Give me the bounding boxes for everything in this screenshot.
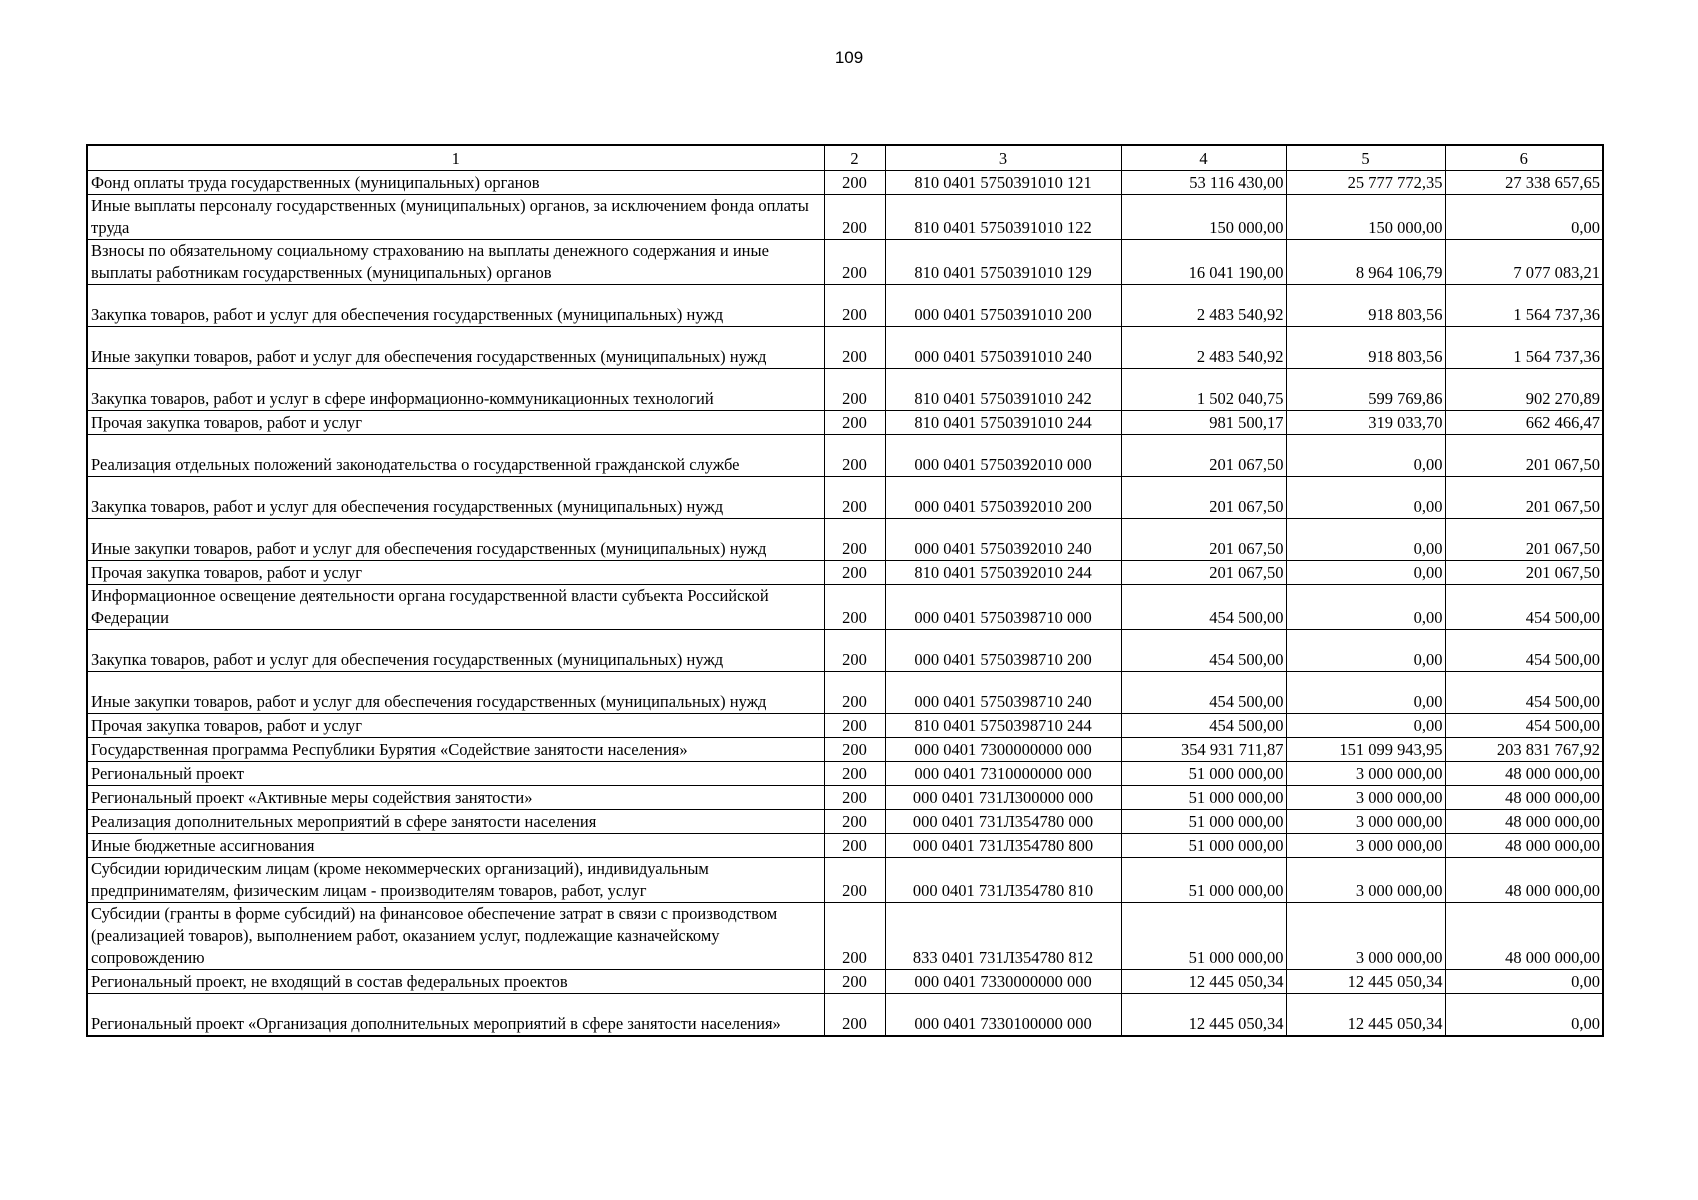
table-row — [87, 970, 1603, 994]
row-name-cell: Государственная программа Республики Бурятия «Содействие занятости населения» — [87, 738, 824, 762]
row-line-code-cell: 200 — [824, 810, 885, 834]
row-value-col4-cell: 2 483 540,92 — [1121, 285, 1286, 327]
row-line-code-cell: 200 — [824, 519, 885, 561]
table-row — [87, 285, 1603, 327]
row-name-cell: Закупка товаров, работ и услуг для обеспечения государственных (муниципальных) нужд — [87, 285, 824, 327]
table-header-row — [87, 145, 1603, 171]
row-value-col4-cell: 201 067,50 — [1121, 435, 1286, 477]
row-name-cell: Региональный проект, не входящий в состав федеральных проектов — [87, 970, 824, 994]
row-value-col4-cell: 53 116 430,00 — [1121, 171, 1286, 195]
row-value-col5-cell: 3 000 000,00 — [1286, 903, 1445, 970]
row-budget-code-cell: 000 0401 5750392010 000 — [885, 435, 1121, 477]
row-name-cell: Прочая закупка товаров, работ и услуг — [87, 561, 824, 585]
row-value-col6-cell: 454 500,00 — [1445, 585, 1603, 630]
row-value-col4-cell: 354 931 711,87 — [1121, 738, 1286, 762]
row-value-col6-cell: 454 500,00 — [1445, 714, 1603, 738]
row-value-col6-cell: 203 831 767,92 — [1445, 738, 1603, 762]
row-name-cell: Субсидии (гранты в форме субсидий) на финансовое обеспечение затрат в связи с производством (реализацией товаров), выполнением работ, оказанием услуг, подлежащие казначейскому сопровождению — [87, 903, 824, 970]
row-value-col5-cell: 151 099 943,95 — [1286, 738, 1445, 762]
row-value-col5-cell: 0,00 — [1286, 585, 1445, 630]
row-value-col4-cell: 201 067,50 — [1121, 561, 1286, 585]
row-line-code-cell: 200 — [824, 672, 885, 714]
row-name-cell: Иные закупки товаров, работ и услуг для обеспечения государственных (муниципальных) нужд — [87, 327, 824, 369]
row-name-cell: Фонд оплаты труда государственных (муниципальных) органов — [87, 171, 824, 195]
row-value-col5-cell: 3 000 000,00 — [1286, 810, 1445, 834]
row-name-cell: Региональный проект «Организация дополнительных мероприятий в сфере занятости населения» — [87, 994, 824, 1036]
row-value-col4-cell: 454 500,00 — [1121, 585, 1286, 630]
row-value-col6-cell: 7 077 083,21 — [1445, 240, 1603, 285]
row-value-col6-cell: 0,00 — [1445, 970, 1603, 994]
row-value-col4-cell: 1 502 040,75 — [1121, 369, 1286, 411]
row-name-cell: Региональный проект «Активные меры содействия занятости» — [87, 786, 824, 810]
row-value-col4-cell: 12 445 050,34 — [1121, 970, 1286, 994]
row-line-code-cell: 200 — [824, 834, 885, 858]
row-value-col6-cell: 201 067,50 — [1445, 519, 1603, 561]
row-value-col4-cell: 16 041 190,00 — [1121, 240, 1286, 285]
table-row — [87, 171, 1603, 195]
row-line-code-cell: 200 — [824, 240, 885, 285]
column-header-6: 6 — [1445, 145, 1603, 171]
row-value-col6-cell: 0,00 — [1445, 994, 1603, 1036]
row-name-cell: Информационное освещение деятельности органа государственной власти субъекта Российской Федерации — [87, 585, 824, 630]
row-name-cell: Иные закупки товаров, работ и услуг для обеспечения государственных (муниципальных) нужд — [87, 519, 824, 561]
row-value-col4-cell: 201 067,50 — [1121, 519, 1286, 561]
row-value-col6-cell: 1 564 737,36 — [1445, 285, 1603, 327]
row-value-col6-cell: 48 000 000,00 — [1445, 786, 1603, 810]
table-row — [87, 585, 1603, 630]
row-value-col4-cell: 454 500,00 — [1121, 672, 1286, 714]
row-line-code-cell: 200 — [824, 903, 885, 970]
table-row — [87, 714, 1603, 738]
row-budget-code-cell: 000 0401 5750398710 200 — [885, 630, 1121, 672]
column-header-3: 3 — [885, 145, 1121, 171]
row-budget-code-cell: 810 0401 5750391010 122 — [885, 195, 1121, 240]
row-budget-code-cell: 810 0401 5750391010 121 — [885, 171, 1121, 195]
row-line-code-cell: 200 — [824, 585, 885, 630]
row-value-col6-cell: 201 067,50 — [1445, 435, 1603, 477]
row-value-col6-cell: 1 564 737,36 — [1445, 327, 1603, 369]
row-line-code-cell: 200 — [824, 714, 885, 738]
budget-table — [86, 144, 1604, 1037]
row-budget-code-cell: 000 0401 5750392010 200 — [885, 477, 1121, 519]
table-body — [87, 171, 1603, 1036]
column-header-5: 5 — [1286, 145, 1445, 171]
row-budget-code-cell: 000 0401 5750398710 240 — [885, 672, 1121, 714]
table-row — [87, 519, 1603, 561]
row-value-col4-cell: 454 500,00 — [1121, 714, 1286, 738]
row-budget-code-cell: 833 0401 731Л354780 812 — [885, 903, 1121, 970]
row-value-col5-cell: 12 445 050,34 — [1286, 994, 1445, 1036]
row-value-col5-cell: 918 803,56 — [1286, 327, 1445, 369]
row-value-col6-cell: 48 000 000,00 — [1445, 834, 1603, 858]
row-name-cell: Реализация дополнительных мероприятий в сфере занятости населения — [87, 810, 824, 834]
row-value-col5-cell: 3 000 000,00 — [1286, 834, 1445, 858]
page-number: 109 — [834, 48, 864, 67]
column-header-4: 4 — [1121, 145, 1286, 171]
row-value-col5-cell: 0,00 — [1286, 561, 1445, 585]
table-row — [87, 994, 1603, 1036]
table-row — [87, 327, 1603, 369]
row-value-col5-cell: 0,00 — [1286, 714, 1445, 738]
row-line-code-cell: 200 — [824, 762, 885, 786]
row-line-code-cell: 200 — [824, 630, 885, 672]
row-value-col5-cell: 3 000 000,00 — [1286, 858, 1445, 903]
row-budget-code-cell: 810 0401 5750392010 244 — [885, 561, 1121, 585]
row-name-cell: Взносы по обязательному социальному страхованию на выплаты денежного содержания и иные выплаты работникам государственных (муниципальных) органов — [87, 240, 824, 285]
row-value-col6-cell: 454 500,00 — [1445, 630, 1603, 672]
table-row — [87, 858, 1603, 903]
row-value-col4-cell: 51 000 000,00 — [1121, 858, 1286, 903]
table-row — [87, 834, 1603, 858]
row-line-code-cell: 200 — [824, 171, 885, 195]
table-row — [87, 630, 1603, 672]
row-value-col4-cell: 51 000 000,00 — [1121, 786, 1286, 810]
row-value-col5-cell: 8 964 106,79 — [1286, 240, 1445, 285]
row-line-code-cell: 200 — [824, 369, 885, 411]
row-value-col4-cell: 51 000 000,00 — [1121, 762, 1286, 786]
row-value-col4-cell: 51 000 000,00 — [1121, 834, 1286, 858]
row-budget-code-cell: 000 0401 5750392010 240 — [885, 519, 1121, 561]
row-value-col6-cell: 27 338 657,65 — [1445, 171, 1603, 195]
column-header-2: 2 — [824, 145, 885, 171]
row-budget-code-cell: 810 0401 5750391010 244 — [885, 411, 1121, 435]
table-row — [87, 411, 1603, 435]
row-line-code-cell: 200 — [824, 858, 885, 903]
table-row — [87, 369, 1603, 411]
row-budget-code-cell: 810 0401 5750391010 242 — [885, 369, 1121, 411]
row-value-col6-cell: 48 000 000,00 — [1445, 903, 1603, 970]
row-budget-code-cell: 810 0401 5750398710 244 — [885, 714, 1121, 738]
row-value-col5-cell: 0,00 — [1286, 672, 1445, 714]
row-name-cell: Закупка товаров, работ и услуг в сфере информационно-коммуникационных технологий — [87, 369, 824, 411]
row-budget-code-cell: 000 0401 7330100000 000 — [885, 994, 1121, 1036]
row-line-code-cell: 200 — [824, 285, 885, 327]
row-line-code-cell: 200 — [824, 195, 885, 240]
table-row — [87, 195, 1603, 240]
row-line-code-cell: 200 — [824, 477, 885, 519]
row-value-col4-cell: 51 000 000,00 — [1121, 810, 1286, 834]
row-value-col5-cell: 599 769,86 — [1286, 369, 1445, 411]
table-row — [87, 561, 1603, 585]
row-value-col6-cell: 48 000 000,00 — [1445, 858, 1603, 903]
row-value-col5-cell: 150 000,00 — [1286, 195, 1445, 240]
row-budget-code-cell: 000 0401 731Л354780 800 — [885, 834, 1121, 858]
row-name-cell: Субсидии юридическим лицам (кроме некоммерческих организаций), индивидуальным предпринимателям, физическим лицам - производителям товаров, работ, услуг — [87, 858, 824, 903]
row-name-cell: Региональный проект — [87, 762, 824, 786]
row-name-cell: Иные бюджетные ассигнования — [87, 834, 824, 858]
row-value-col6-cell: 201 067,50 — [1445, 477, 1603, 519]
row-value-col6-cell: 454 500,00 — [1445, 672, 1603, 714]
row-value-col4-cell: 12 445 050,34 — [1121, 994, 1286, 1036]
row-value-col5-cell: 918 803,56 — [1286, 285, 1445, 327]
row-value-col4-cell: 51 000 000,00 — [1121, 903, 1286, 970]
row-line-code-cell: 200 — [824, 327, 885, 369]
row-value-col6-cell: 902 270,89 — [1445, 369, 1603, 411]
row-value-col5-cell: 319 033,70 — [1286, 411, 1445, 435]
row-budget-code-cell: 000 0401 5750391010 240 — [885, 327, 1121, 369]
table-row — [87, 786, 1603, 810]
row-budget-code-cell: 000 0401 731Л300000 000 — [885, 786, 1121, 810]
table-row — [87, 762, 1603, 786]
row-budget-code-cell: 000 0401 7330000000 000 — [885, 970, 1121, 994]
row-value-col4-cell: 981 500,17 — [1121, 411, 1286, 435]
row-line-code-cell: 200 — [824, 970, 885, 994]
row-name-cell: Закупка товаров, работ и услуг для обеспечения государственных (муниципальных) нужд — [87, 630, 824, 672]
row-value-col4-cell: 454 500,00 — [1121, 630, 1286, 672]
row-name-cell: Прочая закупка товаров, работ и услуг — [87, 714, 824, 738]
row-budget-code-cell: 000 0401 731Л354780 810 — [885, 858, 1121, 903]
row-budget-code-cell: 810 0401 5750391010 129 — [885, 240, 1121, 285]
row-value-col6-cell: 0,00 — [1445, 195, 1603, 240]
row-value-col5-cell: 12 445 050,34 — [1286, 970, 1445, 994]
row-name-cell: Прочая закупка товаров, работ и услуг — [87, 411, 824, 435]
row-line-code-cell: 200 — [824, 786, 885, 810]
table-row — [87, 738, 1603, 762]
row-value-col5-cell: 25 777 772,35 — [1286, 171, 1445, 195]
row-line-code-cell: 200 — [824, 561, 885, 585]
row-value-col6-cell: 48 000 000,00 — [1445, 762, 1603, 786]
row-value-col5-cell: 0,00 — [1286, 630, 1445, 672]
row-value-col5-cell: 0,00 — [1286, 519, 1445, 561]
row-budget-code-cell: 000 0401 5750391010 200 — [885, 285, 1121, 327]
row-value-col6-cell: 201 067,50 — [1445, 561, 1603, 585]
row-line-code-cell: 200 — [824, 435, 885, 477]
table-row — [87, 477, 1603, 519]
row-line-code-cell: 200 — [824, 994, 885, 1036]
table-row — [87, 435, 1603, 477]
row-name-cell: Реализация отдельных положений законодательства о государственной гражданской службе — [87, 435, 824, 477]
row-budget-code-cell: 000 0401 731Л354780 000 — [885, 810, 1121, 834]
row-value-col4-cell: 2 483 540,92 — [1121, 327, 1286, 369]
row-name-cell: Иные закупки товаров, работ и услуг для обеспечения государственных (муниципальных) нужд — [87, 672, 824, 714]
column-header-1: 1 — [87, 145, 824, 171]
table-row — [87, 240, 1603, 285]
row-name-cell: Закупка товаров, работ и услуг для обеспечения государственных (муниципальных) нужд — [87, 477, 824, 519]
table-row — [87, 810, 1603, 834]
row-budget-code-cell: 000 0401 5750398710 000 — [885, 585, 1121, 630]
table-row — [87, 903, 1603, 970]
row-value-col5-cell: 3 000 000,00 — [1286, 762, 1445, 786]
row-value-col5-cell: 0,00 — [1286, 477, 1445, 519]
row-budget-code-cell: 000 0401 7310000000 000 — [885, 762, 1121, 786]
row-line-code-cell: 200 — [824, 738, 885, 762]
row-value-col5-cell: 0,00 — [1286, 435, 1445, 477]
row-line-code-cell: 200 — [824, 411, 885, 435]
row-budget-code-cell: 000 0401 7300000000 000 — [885, 738, 1121, 762]
row-value-col4-cell: 150 000,00 — [1121, 195, 1286, 240]
row-value-col6-cell: 48 000 000,00 — [1445, 810, 1603, 834]
row-value-col5-cell: 3 000 000,00 — [1286, 786, 1445, 810]
row-name-cell: Иные выплаты персоналу государственных (муниципальных) органов, за исключением фонда оплаты труда — [87, 195, 824, 240]
row-value-col6-cell: 662 466,47 — [1445, 411, 1603, 435]
table-row — [87, 672, 1603, 714]
row-value-col4-cell: 201 067,50 — [1121, 477, 1286, 519]
